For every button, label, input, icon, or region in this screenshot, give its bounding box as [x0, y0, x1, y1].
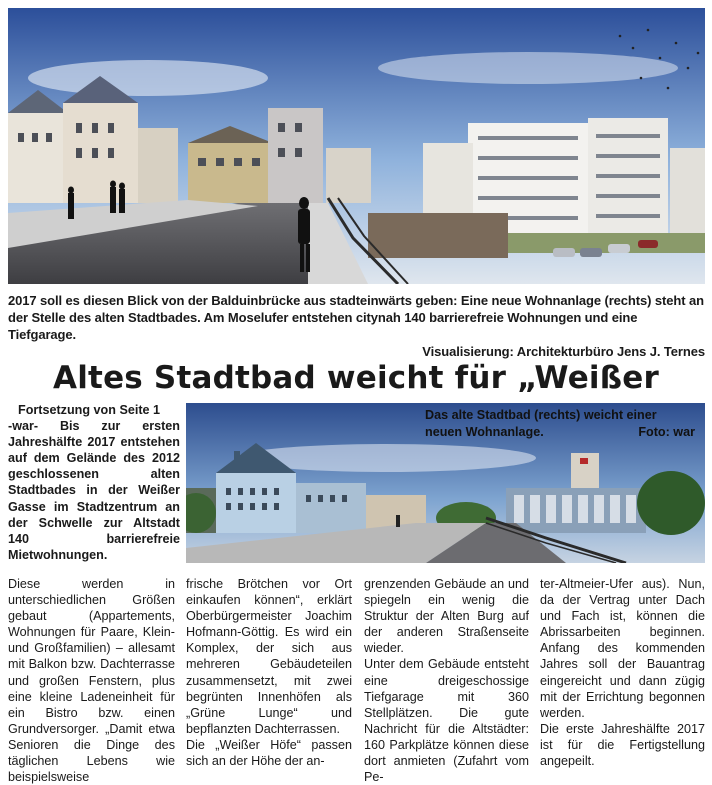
article-headline: Altes Stadtbad weicht für „Weißer [53, 360, 659, 396]
photo-caption [8, 292, 705, 360]
article-lead [8, 402, 180, 563]
lead-text: -war- Bis zur ersten Jahreshälfte 2017 entstehen auf dem Gelände des 2012 geschlossenen alten Stadtbades in der Weißer Gasse im Stadtzentrum an der Schwelle zur Altstadt 140 barrierefreie Mietwohnungen. [8, 419, 180, 562]
paragraph: ter-Altmeier-Ufer aus). Nun, da der Vertrag unter Dach und Fach ist, können die Abrissarbeiten beginnen. Anfang des kommenden Jahres soll der Bauantrag eingereicht und dann zügig mit der Errichtung begonnen werden. [540, 577, 705, 720]
text-column-4 [540, 576, 705, 769]
paragraph: grenzenden Gebäude an und spiegeln ein wenig die Struktur der Alten Burg auf der anderen Straßenseite wieder. [364, 577, 529, 656]
paragraph: Die erste Jahreshälfte 2017 ist für die Fertigstellung angepeilt. [540, 721, 705, 769]
continuation-note: Fortsetzung von Seite 1 [18, 403, 161, 417]
caption-credit: Visualisierung: Architekturbüro Jens J. Ternes [422, 344, 705, 359]
visualization-photo [8, 8, 705, 284]
photo2-credit: Foto: war [638, 424, 695, 439]
paragraph: Diese werden in unterschiedlichen Größen gebaut (Appartements, Wohnungen für Paare, Klein- und Großfamilien) – allesamt mit Balkon bzw. Dachterrasse und großen Fenstern, plus eine kleine Ladeneinheit für ein Bistro bzw. einen Grundversorger. „Damit etwa Senioren die Dinge des täglichen Lebens wie beispielsweise [8, 577, 175, 785]
caption-text: 2017 soll es diesen Blick von der Balduinbrücke aus stadteinwärts geben: Eine neue Wohnanlage (rechts) steht an der Stelle des alten Stadtbades. Am Moselufer entstehen citynah 140 barrierefreie Wohnungen und eine Tiefgarage. [8, 293, 704, 342]
text-column-1 [8, 576, 175, 785]
paragraph: Unter dem Gebäude entsteht eine dreigeschossige Tiefgarage mit 360 Stellplätzen. Die gute Nachricht für die Altstädter: 160 Parkplätze können diese dort anmieten (Zufahrt vom Pe- [364, 657, 529, 785]
text-column-2 [186, 576, 352, 769]
paragraph: Die „Weißer Höfe“ passen sich an der Höhe der an- [186, 737, 352, 769]
stadtbad-photo [186, 403, 705, 563]
text-column-3 [364, 576, 529, 785]
photo2-caption [425, 407, 695, 440]
paragraph: frische Brötchen vor Ort einkaufen können“, erklärt Oberbürgermeister Joachim Hofmann-Göttig. Es wird ein Komplex, der sich aus mehreren Gebäudeteilen zusammensetzt, mit zwei begrünten Innenhöfen als „Grüne Lunge“ und bepflanzten Dachterrassen. [186, 577, 352, 736]
photo2-caption-text: Das alte Stadtbad (rechts) weicht einer neuen Wohnanlage. [425, 408, 657, 439]
